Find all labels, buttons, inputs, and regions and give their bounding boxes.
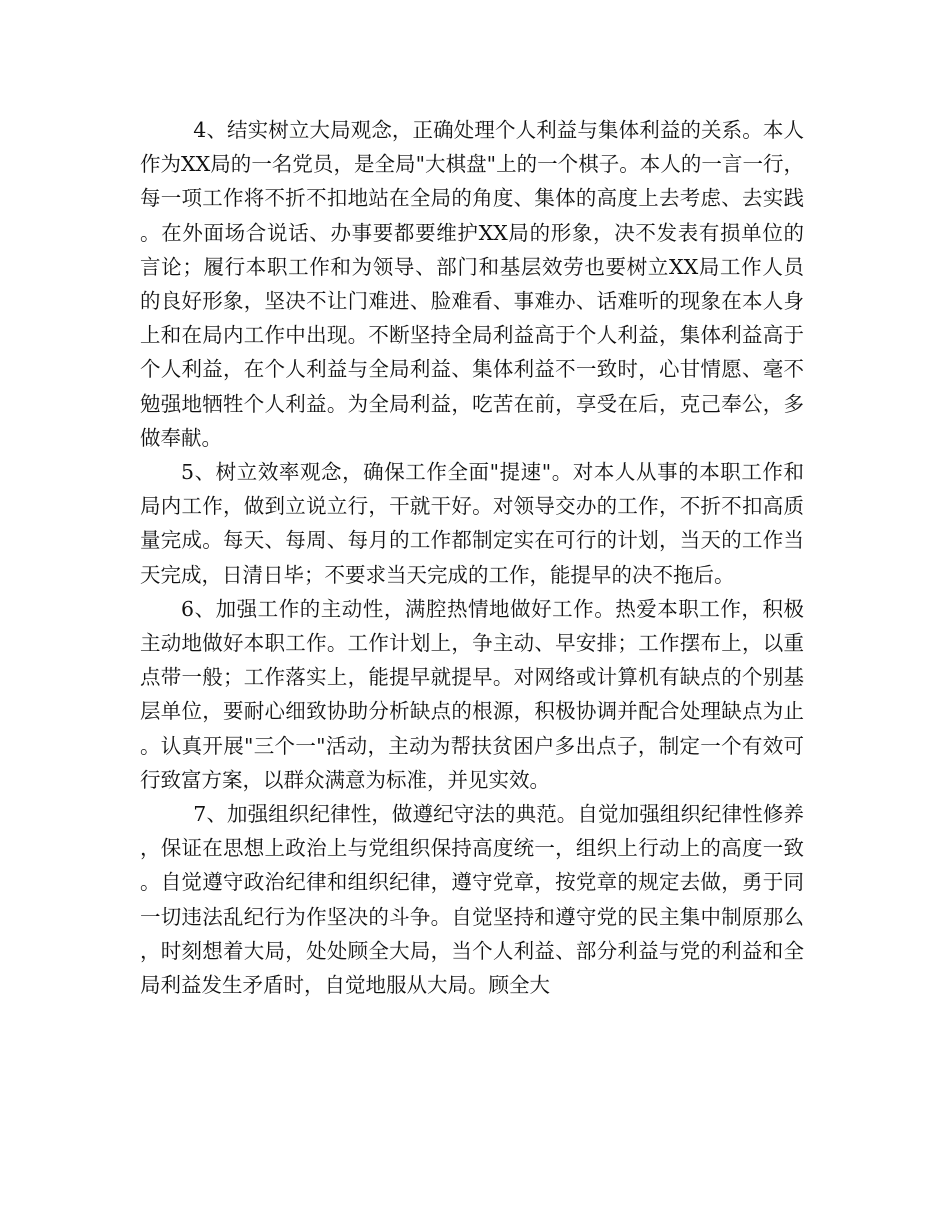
paragraph-item-4: 4、结实树立大局观念，正确处理个人利益与集体利益的关系。本人作为XX局的一名党员，是全局"大棋盘"上的一个棋子。本人的一言一行，每一项工作将不折不扣地站在全局的角度、集体的高度上去考虑、去实践。在外面场合说话、办事要都要维护XX局的形象，决不发表有损单位的言论；履行本职工作和为领导、部门和基层效劳也要树立XX局工作人员的良好形象，坚决不让门难进、脸难看、事难办、话难听的现象在本人身上和在局内工作中出现。不断坚持全局利益高于个人利益，集体利益高于个人利益，在个人利益与全局利益、集体利益不一致时，心甘情愿、毫不勉强地牺牲个人利益。为全局利益，吃苦在前，享受在后，克己奉公，多做奉献。: [140, 118, 804, 450]
document-page: [140, 113, 804, 1002]
paragraph-item-7: 7、加强组织纪律性，做遵纪守法的典范。自觉加强组织纪律性修养，保证在思想上政治上与党组织保持高度统一，组织上行动上的高度一致。自觉遵守政治纪律和组织纪律，遵守党章，按党章的规定去做，勇于同一切违法乱纪行为作坚决的斗争。自觉坚持和遵守党的民主集中制原那么，时刻想着大局，处处顾全大局，当个人利益、部分利益与党的利益和全局利益发生矛盾时，自觉地服从大局。顾全大: [140, 802, 804, 998]
paragraph-item-5: 5、树立效率观念，确保工作全面"提速"。对本人从事的本职工作和局内工作，做到立说立行，干就干好。对领导交办的工作，不折不扣高质量完成。每天、每周、每月的工作都制定实在可行的计划，当天的工作当天完成，日清日毕；不要求当天完成的工作，能提早的决不拖后。: [140, 460, 804, 587]
paragraph-item-6: 6、加强工作的主动性，满腔热情地做好工作。热爱本职工作，积极主动地做好本职工作。工作计划上，争主动、早安排；工作摆布上，以重点带一般；工作落实上，能提早就提早。对网络或计算机有缺点的个别基层单位，要耐心细致协助分析缺点的根源，积极协调并配合处理缺点为止。认真开展"三个一"活动，主动为帮扶贫困户多出点子，制定一个有效可行致富方案，以群众满意为标准，并见实效。: [140, 596, 804, 792]
